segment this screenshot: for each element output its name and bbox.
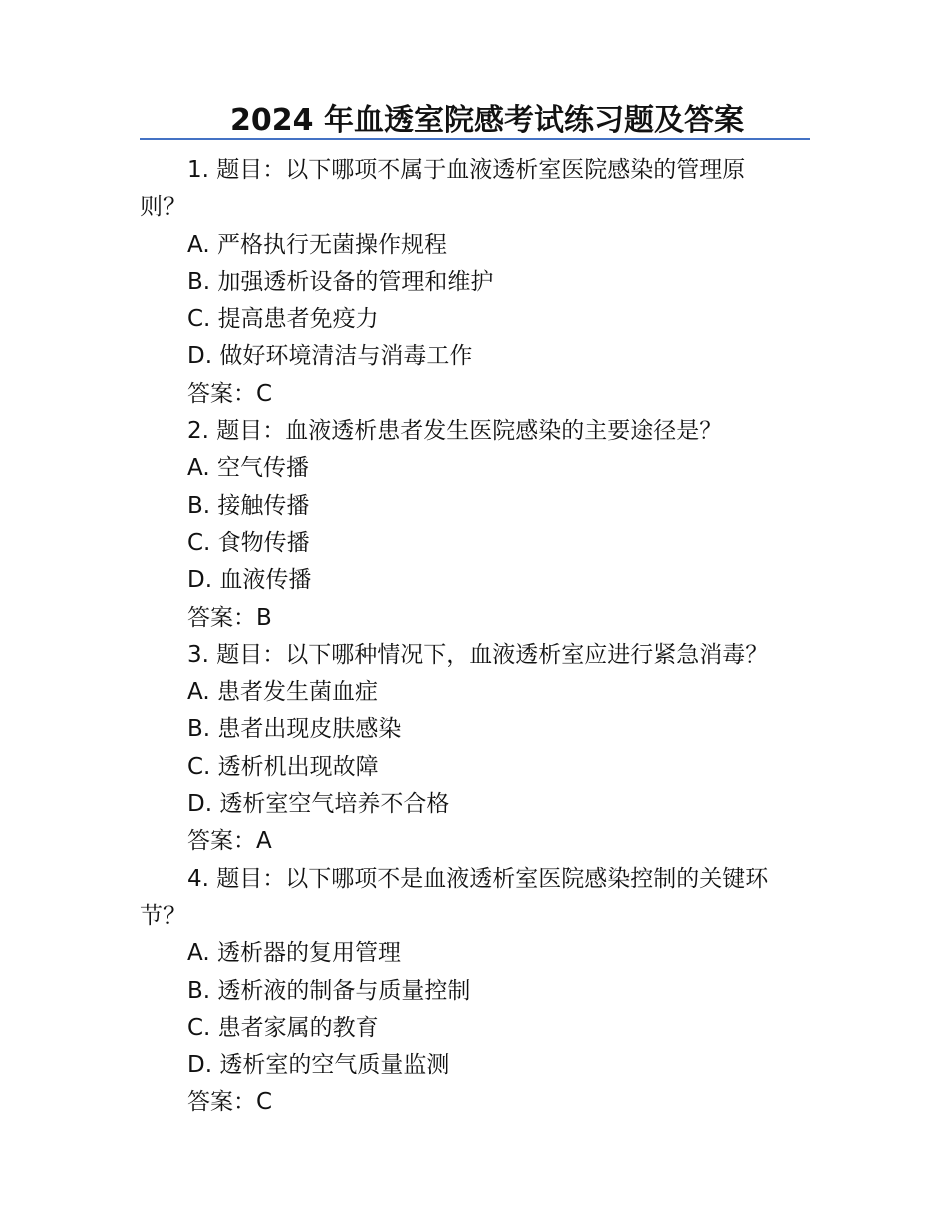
answer: 答案：C (187, 1089, 273, 1116)
question-stem-wrap (140, 189, 820, 226)
option-c: C. 提高患者免疫力 (187, 306, 379, 333)
option-c: C. 透析机出现故障 (187, 753, 379, 780)
question-stem-continuation: 则？ (140, 194, 186, 221)
option-c: C. 食物传播 (187, 529, 310, 556)
option-a: A. 空气传播 (187, 455, 309, 482)
option-d: D. 透析室的空气质量监测 (187, 1052, 450, 1079)
option-a: A. 透析器的复用管理 (187, 940, 401, 967)
option-b: B. 加强透析设备的管理和维护 (187, 268, 494, 295)
question-stem: 2. 题目：血液透析患者发生医院感染的主要途径是？ (187, 418, 723, 445)
option-d: D. 透析室空气培养不合格 (187, 791, 450, 818)
question-stem: 4. 题目：以下哪项不是血液透析室医院感染控制的关键环 (187, 865, 769, 892)
answer: 答案：B (187, 604, 272, 631)
question-3 (140, 637, 820, 861)
question-stem: 3. 题目：以下哪种情况下，血液透析室应进行紧急消毒？ (187, 641, 769, 668)
option-b: B. 接触传播 (187, 492, 310, 519)
option-d: D. 血液传播 (187, 567, 312, 594)
question-stem-wrap (140, 898, 820, 935)
question-2 (140, 413, 820, 637)
title-underline (140, 138, 810, 140)
option-a: A. 患者发生菌血症 (187, 679, 378, 706)
option-a: A. 严格执行无菌操作规程 (187, 231, 447, 258)
option-d: D. 做好环境清洁与消毒工作 (187, 343, 473, 370)
question-4 (140, 861, 820, 1122)
answer: 答案：C (187, 380, 273, 407)
question-list (140, 152, 820, 1122)
question-stem: 1. 题目：以下哪项不属于血液透析室医院感染的管理原 (187, 157, 746, 183)
question-1 (140, 152, 820, 413)
question-stem-continuation: 节？ (140, 902, 186, 929)
option-b: B. 患者出现皮肤感染 (187, 716, 402, 743)
answer: 答案：A (187, 828, 272, 855)
document-title: 2024 年血透室院感考试练习题及答案 (230, 103, 744, 138)
option-c: C. 患者家属的教育 (187, 1014, 379, 1041)
option-b: B. 透析液的制备与质量控制 (187, 977, 471, 1004)
